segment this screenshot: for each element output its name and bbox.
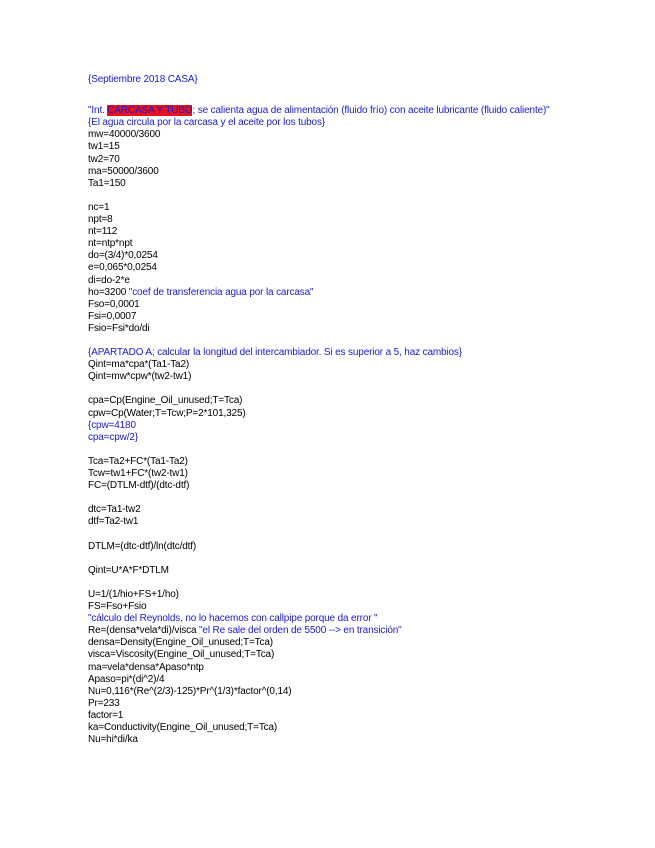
code-line: Qint=U*A*F*DTLM [88, 564, 169, 576]
code-line: Qint=mw*cpw*(tw2-tw1) [88, 371, 192, 383]
re-code: Re=(densa*vela*di)/visca [88, 625, 200, 637]
header-comment: {Septiembre 2018 CASA} [88, 74, 198, 85]
code-line: di=do-2*e [88, 274, 130, 286]
code-line: visca=Viscosity(Engine_Oil_unused;T=Tca) [88, 649, 275, 661]
title-suffix: ; se calienta agua de alimentación (fluido frío) con aceite lubricante (fluido caliente)" [192, 105, 550, 117]
code-line: Fsio=Fsi*do/di [88, 322, 150, 334]
code-line: ma=50000/3600 [88, 165, 159, 177]
code-line: factor=1 [88, 709, 124, 721]
code-line: Qint=ma*cpa*(Ta1-Ta2) [88, 359, 190, 371]
code-line: cpa=Cp(Engine_Oil_unused;T=Tca) [88, 395, 243, 407]
code-line: ka=Conductivity(Engine_Oil_unused;T=Tca) [88, 721, 278, 733]
code-line: Tca=Ta2+FC*(Ta1-Ta2) [88, 455, 188, 467]
code-line: ma=vela*densa*Apaso*ntp [88, 661, 204, 673]
ho-code: ho=3200 [88, 286, 129, 298]
title-highlight: CARCASA Y TUBO [107, 105, 193, 117]
ho-comment: "coef de transferencia agua por la carcasa" [128, 286, 314, 298]
code-line: tw1=15 [88, 141, 120, 153]
code-line: dtc=Ta1-tw2 [88, 504, 141, 516]
reynolds-comment: "cálculo del Reynolds, no lo hacemos con callpipe porque da error " [88, 613, 378, 625]
code-line: Pr=233 [88, 697, 120, 709]
code-line-ho [88, 287, 568, 299]
code-line: Nu=hi*di/ka [88, 734, 138, 746]
code-line: Fsi=0,0007 [88, 310, 137, 322]
title-prefix: "Int. [88, 105, 108, 117]
code-line: DTLM=(dtc-dtf)/ln(dtc/dtf) [88, 540, 197, 552]
cp-comment: {cpw=4180 [88, 419, 136, 431]
code-line: dtf=Ta2-tw1 [88, 516, 139, 528]
code-line: FC=(DTLM-dtf)/(dtc-dtf) [88, 480, 190, 492]
code-line: nt=112 [88, 226, 118, 238]
code-line: cpw=Cp(Water;T=Tcw;P=2*101,325) [88, 407, 246, 419]
code-line: nc=1 [88, 201, 110, 213]
code-line: Fso=0,0001 [88, 298, 140, 310]
cp-comment: cpa=cpw/2} [88, 431, 138, 443]
code-line: densa=Density(Engine_Oil_unused;T=Tca) [88, 637, 273, 649]
code-line: nt=ntp*npt [88, 238, 133, 250]
re-comment: "el Re sale del orden de 5500 --> en transición" [199, 625, 402, 637]
code-line: e=0,065*0,0254 [88, 262, 157, 274]
flow-comment: {El agua circula por la carcasa y el aceite por los tubos} [88, 117, 325, 129]
code-line: Nu=0,116*(Re^(2/3)-125)*Pr^(1/3)*factor^(0,14) [88, 685, 292, 697]
code-line: do=(3/4)*0,0254 [88, 250, 158, 262]
ees-code-document [88, 74, 568, 746]
code-line: Ta1=150 [88, 177, 126, 189]
code-line: FS=Fso+Fsio [88, 601, 147, 613]
code-line: npt=8 [88, 214, 113, 226]
code-line: Tcw=tw1+FC*(tw2-tw1) [88, 468, 188, 479]
code-line-re [88, 625, 568, 637]
apartado-comment: {APARTADO A; calcular la longitud del intercambiador. Si es superior a 5, haz cambios} [88, 347, 462, 359]
code-line: Apaso=pi*(di^2)/4 [88, 673, 165, 685]
title-string [88, 105, 568, 117]
code-line: mw=40000/3600 [88, 129, 161, 141]
code-line: U=1/(1/hio+FS+1/ho) [88, 588, 179, 600]
code-line: tw2=70 [88, 153, 120, 165]
